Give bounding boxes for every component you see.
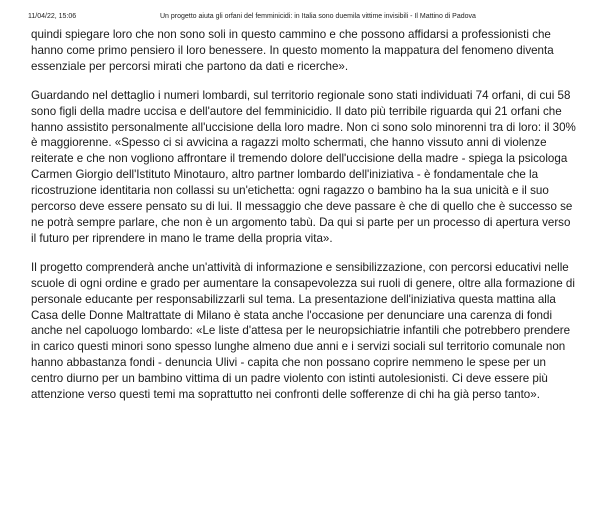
print-header <box>0 0 590 30</box>
article-paragraph: quindi spiegare loro che non sono soli in questo cammino e che possono affidarsi a professionisti che hanno come primo pensiero il loro benessere. In questo momento la mappatura del fenomeno diventa essenziale per percorsi mirati che partono da dati e ricerche». <box>31 28 554 73</box>
article-paragraph: Il progetto comprenderà anche un'attività di informazione e sensibilizzazione, con percorsi educativi nelle scuole di ogni ordine e grado per aumentare la consapevolezza sui ruoli di genere, oltre alla formazione di personale educante per responsabilizzarli sul tema. La presentazione dell'iniziativa questa mattina alla Casa delle Donne Maltrattate di Milano è stata anche l'occasione per denunciare una carenza di fondi anche nel capoluogo lombardo: «Le liste d'attesa per le neuropsichiatrie infantili che potrebbero prendere in carico questi minori sono spesso lunghe almeno due anni e i servizi sociali sul territorio comunale non hanno abbastanza fondi - denuncia Ulivi - capita che non possano coprire nemmeno le spese per un centro diurno per un bambino vittima di un padre violento con istinti autolesionisti. Ci deve essere più attenzione verso questi temi ma soprattutto nei confronti delle sofferenze di chi ha già perso tanto». <box>31 260 575 402</box>
article-paragraph: Guardando nel dettaglio i numeri lombardi, sul territorio regionale sono stati individuati 74 orfani, di cui 58 sono figli della madre uccisa e dell'autore del femminicidio. Il dato più terribile riguarda qui 21 orfani che hanno assistito personalmente all'uccisione della loro madre. Non ci sono solo minorenni tra di loro: il 30% è maggiorenne. «Spesso ci si avvicina a ragazzi molto schermati, che hanno vissuto anni di violenze reiterate e che non vogliono affrontare il tremendo dolore dell'uccisione della madre - spiega la psicologa Carmen Giorgio dell'Istituto Minotauro, altro partner lombardo dell'iniziativa - è fondamentale che la ricostruzione identitaria non collassi su un'etichetta: ogni ragazzo o bambino ha la sua unicità e il suo percorso deve essere pensato su di lui. Il messaggio che deve passare è che di quello che è successo se ne potrà sempre parlare, che non è un argomento tabù. Da qui si parte per un processo di apertura verso il futuro per riprendere in mano le trame della propria vita». <box>31 88 576 245</box>
print-date: 11/04/22, 15:06 <box>28 13 77 20</box>
article-body <box>31 27 576 416</box>
page-title: Un progetto aiuta gli orfani del femminicidi: in Italia sono duemila vittime invisibili - Il Mattino di Padova <box>160 13 476 20</box>
